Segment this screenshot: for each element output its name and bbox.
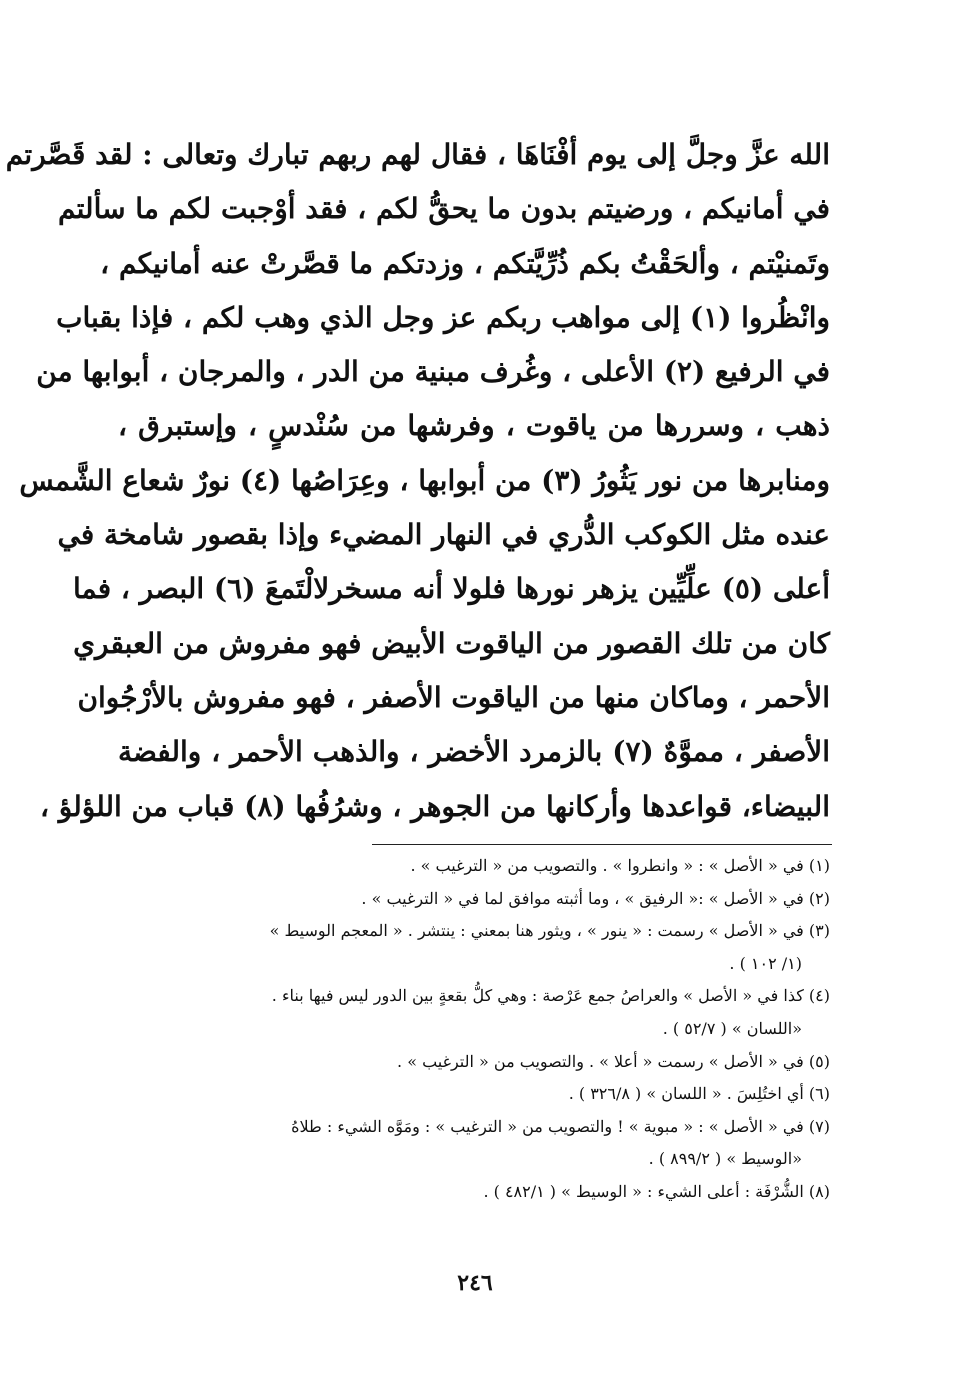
main-text-line: أعلى (٥) علِّيِّين يزهر نورها فلولا أنه مسخرلالْتَمعَ (٦) البصر ، فما [73, 572, 830, 606]
footnote-3: (٣) في « الأصل » رسمت : « ينور » ، ويثور هنا بمعني : ينتشر . « المعجم الوسيط » [269, 921, 830, 941]
main-text-line: وتَمنيْتم ، وألحَقْتُ بكم ذُرِّيَّتكم ، وزدتكم ما قصَّرتْ عنه أمانيكم ، [100, 246, 830, 280]
main-text-line: الله عزَّ وجلَّ إلى يوم أفْنَاهَا ، فقال لهم ربهم تبارك وتعالى : لقد قَصَّرتم [5, 138, 830, 171]
main-text-line: وانْظُروا (١) إلى مواهب ربكم عز وجل الذي وهب لكم ، فإذا بقباب [56, 300, 830, 334]
footnote-6: (٦) أي اختُلِسَ . « اللسان » ( ٣٢٦/٨ ) . [568, 1084, 830, 1104]
main-text-line: كان من تلك القصور من الياقوت الأبيض فهو مفروش من العبقري [73, 626, 830, 660]
main-text-body [5, 128, 830, 834]
page-number: ٢٤٦ [457, 1270, 493, 1296]
footnote-8: (٨) الشُّرْفَة : أعلى الشيء : « الوسيط » ( ٤٨٢/١ ) . [483, 1181, 830, 1201]
main-text-line: في الرفيع (٢) الأعلى ، وغُرف مبنية من الدر ، والمرجان ، أبوابها من [36, 355, 830, 389]
footnote-4: (٤) كذا في « الأصل » والعراصُ جمع عَرْصة : وهي كلُّ بقعةٍ بين الدور ليس فيها بناء . [271, 986, 830, 1006]
footnote-separator [372, 844, 832, 845]
footnote-5: (٥) في « الأصل » رسمت « أعلا » . والتصويب من « الترغيب » . [397, 1051, 830, 1071]
footnote-3-continuation: (١/ ١٠٢ ) . [729, 953, 802, 973]
main-text-line: البيضاء، قواعدها وأركانها من الجوهر ، وشرُفُها (٨) قباب من اللؤلؤ ، [39, 789, 830, 823]
main-text-line: ومنابرها من نور يَثُورُ (٣) من أبوابها ، وعِرَاصُها (٤) نورٌ شعاع الشَّمس [19, 463, 830, 497]
footnote-7-continuation: «الوسيط » ( ٨٩٩/٢ ) . [648, 1149, 802, 1169]
footnotes-section [118, 850, 830, 1209]
footnote-1: (١) في « الأصل » : « وانطروا » . والتصويب من « الترغيب » . [410, 856, 830, 875]
main-text-line: الأحمر ، وماكان منها من الياقوت الأصفر ، فهو مفروش بالأرْجُوان [77, 680, 830, 714]
footnote-7: (٧) في « الأصل » : « مبوية » ! والتصويب من « الترغيب » : ومَوَّه الشيء : طلاهُ [291, 1116, 830, 1136]
main-text-line: عنده مثل الكوكب الدُّري في النهار المضيء وإذا بقصور شامخة في [57, 518, 830, 552]
main-text-line: الأصفر ، مموَّهٌ (٧) بالزمرد الأخضر ، والذهب الأحمر ، والفضة [118, 735, 830, 769]
footnote-2: (٢) في « الأصل » :« الرفيق » ، وما أثبته موافق لما في « الترغيب » . [361, 888, 830, 908]
main-text-line: في أمانيكم ، ورضيتم بدون ما يحقُّ لكم ، فقد أوْجبت لكم ما سألتم [57, 192, 830, 226]
main-text-line: ذهب ، وسررها من ياقوت ، وفرشها من سُنْدسٍ ، وإستبرق ، [118, 409, 830, 443]
footnote-4-continuation: «اللسان » ( ٥٢/٧ ) . [662, 1018, 802, 1038]
